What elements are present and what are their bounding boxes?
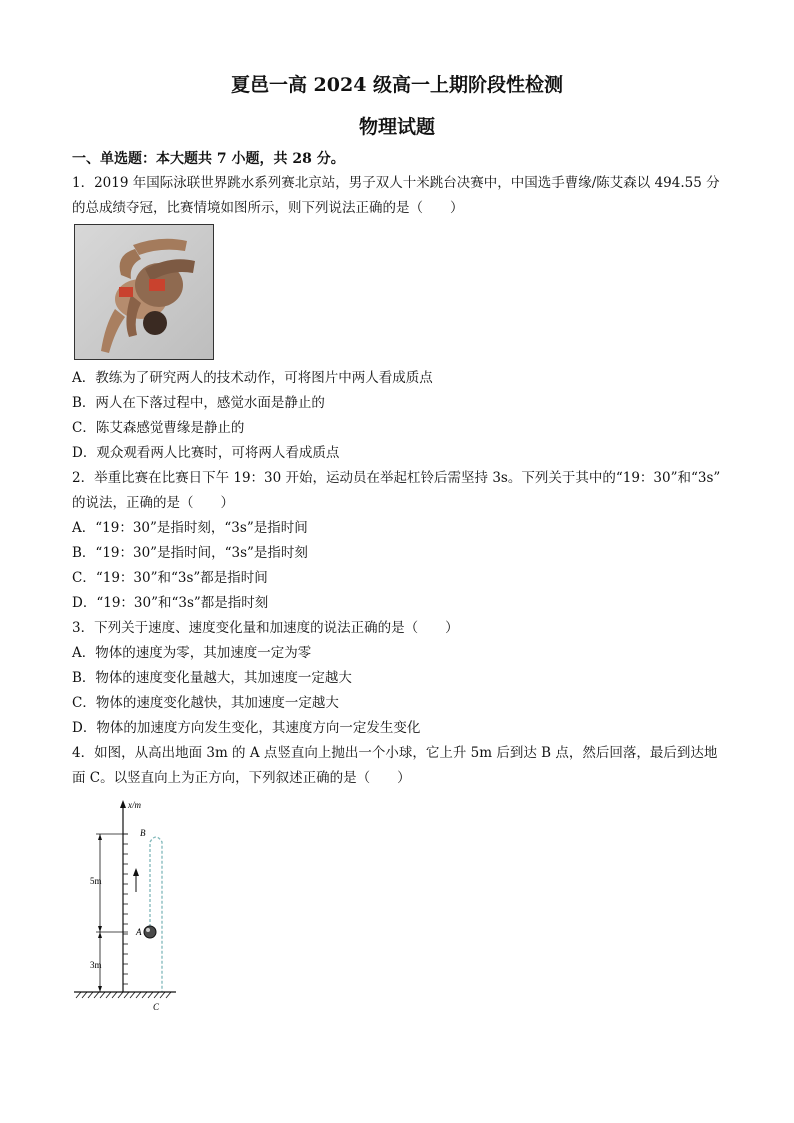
section-heading: 一、单选题：本大题共 7 小题，共 28 分。 <box>72 151 345 167</box>
diving-photo <box>74 224 214 360</box>
axis-ticks <box>123 834 128 984</box>
dimension-upper-label: 5m <box>90 876 102 886</box>
projectile-diagram <box>70 796 210 1016</box>
question-1-option-b: B．两人在下落过程中，感觉水面是静止的 <box>72 395 325 411</box>
ball-icon <box>144 926 156 938</box>
ground-hatching <box>76 992 171 998</box>
question-1-stem-line-1: 1．2019 年国际泳联世界跳水系列赛北京站，男子双人十米跳台决赛中，中国选手曹缘/陈艾森以 494.55 分 <box>72 175 720 191</box>
question-3-option-b: B．物体的速度变化量越大，其加速度一定越大 <box>72 670 352 686</box>
question-2-option-c: C．“19：30”和“3s”都是指时间 <box>72 570 268 586</box>
question-1-option-c: C．陈艾森感觉曹缘是静止的 <box>72 420 245 436</box>
question-3-stem-line-1: 3．下列关于速度、速度变化量和加速度的说法正确的是（ ） <box>72 620 459 636</box>
question-1-option-d: D．观众观看两人比赛时，可将两人看成质点 <box>72 445 340 461</box>
question-1-option-a: A．教练为了研究两人的技术动作，可将图片中两人看成质点 <box>72 370 433 386</box>
question-3-option-d: D．物体的加速度方向发生变化，其速度方向一定发生变化 <box>72 720 421 736</box>
question-2-stem-line-1: 2．举重比赛在比赛日下午 19：30 开始，运动员在举起杠铃后需坚持 3s。下列关于其中的“19：30”和“3s” <box>72 470 721 486</box>
axis-arrow-icon <box>120 800 126 808</box>
question-2-stem-line-2: 的说法，正确的是（ ） <box>72 495 234 511</box>
question-4-stem-line-2: 面 C。以竖直向上为正方向，下列叙述正确的是（ ） <box>72 770 411 786</box>
page-subtitle: 物理试题 <box>358 116 435 138</box>
question-2-option-a: A．“19：30”是指时刻，“3s”是指时间 <box>72 520 308 536</box>
question-3-option-c: C．物体的速度变化越快，其加速度一定越大 <box>72 695 339 711</box>
point-a-label: A <box>136 927 142 937</box>
question-1-stem-line-2: 的总成绩夺冠，比赛情境如图所示，则下列说法正确的是（ ） <box>72 200 464 216</box>
up-arrow-icon <box>133 868 139 876</box>
trajectory-path <box>150 837 162 992</box>
point-b-label: B <box>140 828 146 838</box>
question-4-stem-line-1: 4．如图，从高出地面 3m 的 A 点竖直向上抛出一个小球，它上升 5m 后到达 B 点，然后回落，最后到达地 <box>72 745 718 761</box>
axis-label: x/m <box>128 800 141 810</box>
question-2-option-d: D．“19：30”和“3s”都是指时刻 <box>72 595 269 611</box>
page-title: 夏邑一高 2024 级高一上期阶段性检测 <box>230 74 564 96</box>
dimension-lower-label: 3m <box>90 960 102 970</box>
question-3-option-a: A．物体的速度为零，其加速度一定为零 <box>72 645 312 661</box>
question-2-option-b: B．“19：30”是指时间，“3s”是指时刻 <box>72 545 308 561</box>
divers-image-icon <box>75 225 214 360</box>
point-c-label: C <box>153 1002 160 1012</box>
